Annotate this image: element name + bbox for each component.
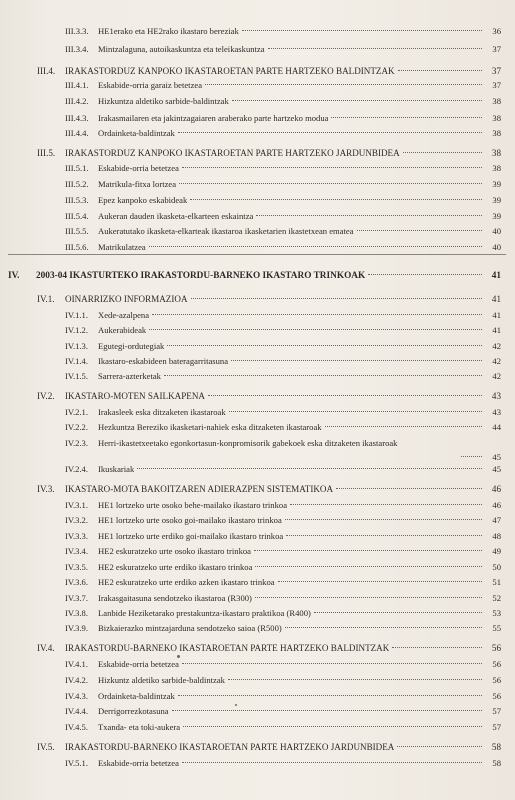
toc-entry-page-number: 40 bbox=[492, 226, 501, 236]
dot-leader bbox=[149, 329, 482, 330]
dot-leader bbox=[254, 550, 482, 551]
dot-leader bbox=[242, 30, 482, 31]
toc-entry-page-number: 57 bbox=[492, 722, 501, 732]
toc-entry-page-number: 37 bbox=[492, 80, 501, 90]
toc-entry-title: HE2 eskuratzeko urte osoko ikastaro trinkoa bbox=[98, 546, 251, 556]
toc-entry-page-number: 37 bbox=[491, 66, 501, 76]
dot-leader bbox=[392, 647, 482, 648]
toc-entry-number: IV.3.7. bbox=[65, 593, 88, 603]
toc-entry-title: HE1erako eta HE2rako ikastaro bereziak bbox=[98, 26, 239, 36]
toc-entry-level-2 bbox=[37, 389, 501, 403]
toc-entry-page-number: 56 bbox=[492, 675, 501, 685]
toc-entry-level-3 bbox=[65, 161, 501, 175]
toc-entry-page-number: 51 bbox=[492, 577, 501, 587]
dot-leader bbox=[229, 411, 482, 412]
toc-entry-number: IV.4.4. bbox=[65, 706, 88, 716]
toc-entry-title: OINARRIZKO INFORMAZIOA bbox=[65, 294, 188, 304]
dot-leader bbox=[255, 597, 482, 598]
toc-entry-level-3 bbox=[65, 308, 501, 322]
toc-entry-number: III.5. bbox=[37, 148, 56, 158]
dot-leader bbox=[314, 612, 482, 613]
toc-entry-page-number: 43 bbox=[492, 407, 501, 417]
toc-entry-number: IV.3.4. bbox=[65, 546, 88, 556]
dot-leader bbox=[179, 183, 482, 184]
dot-leader bbox=[183, 726, 482, 727]
toc-entry-title: Eskabide-orria garaiz betetzea bbox=[98, 80, 203, 90]
toc-entry-number: IV.1.2. bbox=[65, 325, 88, 335]
toc-entry-number: III.4.4. bbox=[65, 128, 89, 138]
toc-entry-level-3 bbox=[65, 621, 501, 635]
toc-entry-number: IV.3.2. bbox=[65, 515, 88, 525]
toc-entry-page-number: 44 bbox=[492, 422, 501, 432]
dot-leader bbox=[205, 84, 482, 85]
dot-leader bbox=[461, 456, 482, 457]
toc-entry-level-3 bbox=[65, 126, 501, 140]
toc-entry-title: Txanda- eta toki-aukera bbox=[98, 722, 181, 732]
dot-leader bbox=[398, 70, 482, 71]
toc-entry-level-2 bbox=[37, 482, 501, 496]
toc-entry-title: Hizkuntz aldetiko sarbide-baldintzak bbox=[98, 675, 225, 685]
dot-leader bbox=[182, 762, 482, 763]
toc-entry-level-3 bbox=[65, 78, 501, 92]
toc-entry-page-number: 45 bbox=[492, 452, 501, 462]
toc-entry-number: III.4. bbox=[37, 66, 56, 76]
dot-leader bbox=[255, 566, 482, 567]
dot-leader bbox=[191, 298, 482, 299]
toc-entry-title: Aukeran dauden ikasketa-elkarteen eskaintza bbox=[98, 211, 254, 221]
ink-speck bbox=[177, 655, 180, 658]
toc-entry-number: IV.4. bbox=[37, 643, 55, 653]
toc-entry-title: 2003-04 IKASTURTEKO IRAKASTORDU-BARNEKO IKASTARO TRINKOAK bbox=[36, 271, 366, 281]
toc-entry-level-3 bbox=[65, 177, 501, 191]
toc-entry-level-3 bbox=[65, 24, 501, 38]
toc-entry-level-3 bbox=[65, 339, 501, 353]
toc-entry-page-number: 55 bbox=[492, 623, 501, 633]
toc-entry-level-3 bbox=[65, 354, 501, 368]
toc-entry-level-2 bbox=[37, 292, 501, 306]
dot-leader bbox=[403, 152, 482, 153]
toc-entry-title: Aukerabideak bbox=[98, 325, 147, 335]
dot-leader bbox=[182, 663, 482, 664]
dot-leader bbox=[268, 48, 482, 49]
toc-entry-level-1 bbox=[8, 269, 501, 283]
dot-leader bbox=[164, 375, 482, 376]
dot-leader bbox=[172, 710, 482, 711]
toc-entry-page-number: 48 bbox=[492, 531, 501, 541]
toc-entry-page-number: 38 bbox=[492, 128, 501, 138]
dot-leader bbox=[167, 345, 482, 346]
toc-entry-number: IV.3.9. bbox=[65, 623, 88, 633]
toc-entry-title: Ikuskariak bbox=[98, 464, 135, 474]
toc-entry-page-number: 49 bbox=[492, 546, 501, 556]
toc-entry-title: Matrikulatzea bbox=[98, 242, 146, 252]
toc-entry-level-3 bbox=[65, 560, 501, 574]
toc-entry-number: IV.5.1. bbox=[65, 758, 88, 768]
toc-entry-number: IV.5. bbox=[37, 742, 55, 752]
toc-entry-level-3 bbox=[65, 405, 501, 419]
toc-entry-page-number: 47 bbox=[492, 515, 501, 525]
toc-entry-page-number: 39 bbox=[492, 211, 501, 221]
toc-entry-title: Sarrera-azterketak bbox=[98, 371, 161, 381]
toc-entry-page-number: 45 bbox=[492, 464, 501, 474]
toc-entry-level-3 bbox=[65, 689, 501, 703]
toc-entry-number: III.5.5. bbox=[65, 226, 89, 236]
dot-leader bbox=[231, 360, 482, 361]
toc-entry-level-3 bbox=[65, 704, 501, 718]
toc-entry-number: IV.2.4. bbox=[65, 464, 88, 474]
toc-entry-title: Ordainketa-baldintzak bbox=[98, 691, 175, 701]
toc-entry-level-3 bbox=[65, 111, 501, 125]
toc-entry-page-number: 38 bbox=[492, 96, 501, 106]
toc-entry-title: Eskabide-orria betetzea bbox=[98, 163, 179, 173]
toc-entry-page-number: 38 bbox=[492, 113, 501, 123]
toc-entry-page-number: 42 bbox=[492, 356, 501, 366]
toc-entry-number: III.4.2. bbox=[65, 96, 89, 106]
toc-entry-number: III.5.2. bbox=[65, 179, 89, 189]
dot-leader bbox=[256, 215, 482, 216]
toc-entry-number: IV.3.5. bbox=[65, 562, 88, 572]
toc-entry-title: Epez kanpoko eskabideak bbox=[98, 195, 188, 205]
toc-entry-number: III.5.6. bbox=[65, 242, 89, 252]
toc-entry-number: IV. bbox=[8, 271, 20, 281]
toc-entry-number: IV.3.6. bbox=[65, 577, 88, 587]
toc-entry-page-number: 39 bbox=[492, 179, 501, 189]
dot-leader bbox=[190, 199, 482, 200]
toc-entry-number: III.5.4. bbox=[65, 211, 89, 221]
toc-entry-title: Eskabide-orria betetzea bbox=[98, 659, 179, 669]
toc-entry-page-number: 41 bbox=[492, 325, 501, 335]
toc-entry-number: IV.3.8. bbox=[65, 608, 88, 618]
toc-entry-title: Herri-ikastetxeetako egonkortasun-konpromisorik gabekoek eska ditzaketen ikastaroak bbox=[98, 438, 398, 448]
toc-entry-title: Bizkaierazko mintzajarduna sendotzeko saioa (R500) bbox=[98, 623, 282, 633]
toc-entry-level-3 bbox=[65, 591, 501, 605]
toc-entry-number: III.5.1. bbox=[65, 163, 89, 173]
toc-entry-page-number: 57 bbox=[492, 706, 501, 716]
toc-entry-page-number: 42 bbox=[492, 341, 501, 351]
toc-entry-number: IV.1.1. bbox=[65, 310, 88, 320]
toc-entry-level-3 bbox=[65, 436, 501, 464]
dot-leader bbox=[286, 535, 482, 536]
toc-entry-level-3 bbox=[65, 323, 501, 337]
toc-entry-number: IV.2. bbox=[37, 391, 55, 401]
toc-entry-number: IV.2.3. bbox=[65, 438, 88, 448]
toc-entry-title: IRAKASTORDU-BARNEKO IKASTAROETAN PARTE HARTZEKO JARDUNBIDEA bbox=[65, 742, 395, 752]
toc-entry-title: HE1 lortzeko urte osoko goi-mailako ikastaro trinkoa bbox=[98, 515, 282, 525]
toc-entry-title: Ordainketa-baldintzak bbox=[98, 128, 175, 138]
toc-entry-level-3 bbox=[65, 94, 501, 108]
toc-entry-level-2 bbox=[37, 740, 501, 754]
toc-entry-title: Xede-azalpena bbox=[98, 310, 150, 320]
toc-entry-title: Aukeratutako ikasketa-elkarteak ikastaroa ikasketarien ikastetxean ematea bbox=[98, 226, 354, 236]
toc-entry-level-2 bbox=[37, 641, 501, 655]
toc-entry-level-3 bbox=[65, 657, 501, 671]
toc-entry-page-number: 58 bbox=[491, 742, 501, 752]
toc-entry-page-number: 41 bbox=[492, 310, 501, 320]
toc-entry-title: Irakasgaitasuna sendotzeko ikastaroa (R300) bbox=[98, 593, 252, 603]
dot-leader bbox=[232, 100, 482, 101]
toc-entry-number: IV.4.1. bbox=[65, 659, 88, 669]
toc-entry-level-3 bbox=[65, 720, 501, 734]
toc-entry-level-2 bbox=[37, 64, 501, 78]
toc-entry-title: IRAKASTORDUZ KANPOKO IKASTAROETAN PARTE HARTZEKO BALDINTZAK bbox=[65, 66, 395, 76]
dot-leader bbox=[290, 504, 482, 505]
dot-leader bbox=[208, 395, 482, 396]
dot-leader bbox=[178, 132, 482, 133]
toc-entry-level-3 bbox=[65, 42, 501, 56]
toc-entry-level-3 bbox=[65, 513, 501, 527]
toc-entry-number: IV.3.1. bbox=[65, 500, 88, 510]
toc-entry-page-number: 39 bbox=[492, 195, 501, 205]
toc-entry-page-number: 58 bbox=[492, 758, 501, 768]
toc-entry-title: Eskabide-orria betetzea bbox=[98, 758, 179, 768]
toc-entry-title: IRAKASTORDU-BARNEKO IKASTAROETAN PARTE HARTZEKO BALDINTZAK bbox=[65, 643, 390, 653]
toc-entry-page-number: 56 bbox=[492, 659, 501, 669]
toc-entry-level-3 bbox=[65, 420, 501, 434]
toc-entry-page-number: 40 bbox=[492, 242, 501, 252]
toc-entry-number: IV.4.3. bbox=[65, 691, 88, 701]
toc-entry-page-number: 36 bbox=[492, 26, 501, 36]
toc-entry-number: IV.3.3. bbox=[65, 531, 88, 541]
ink-speck bbox=[235, 704, 237, 706]
toc-entry-page-number: 53 bbox=[492, 608, 501, 618]
toc-entry-level-3 bbox=[65, 544, 501, 558]
dot-leader bbox=[325, 426, 482, 427]
dot-leader bbox=[397, 746, 482, 747]
dot-leader bbox=[331, 117, 482, 118]
toc-entry-level-3 bbox=[65, 224, 501, 238]
toc-entry-title: IKASTARO-MOTA BAKOITZAREN ADIERAZPEN SISTEMATIKOA bbox=[65, 484, 334, 494]
toc-entry-page-number: 37 bbox=[492, 44, 501, 54]
toc-entry-page-number: 38 bbox=[491, 148, 501, 158]
toc-entry-level-3 bbox=[65, 529, 501, 543]
toc-entry-title: HE2 eskuratzeko urte erdiko ikastaro trinkoa bbox=[98, 562, 253, 572]
dot-leader bbox=[178, 695, 482, 696]
toc-entry-title: Mintzalaguna, autoikaskuntza eta teleikaskuntza bbox=[98, 44, 265, 54]
toc-entry-page-number: 52 bbox=[492, 593, 501, 603]
dot-leader bbox=[285, 627, 482, 628]
toc-entry-title: Irakasmailaren eta jakintzagaiaren araberako parte hartzeko modua bbox=[98, 113, 329, 123]
dot-leader bbox=[182, 167, 482, 168]
toc-entry-title: Ikastaro-eskabideen bateragarritasuna bbox=[98, 356, 229, 366]
toc-entry-page-number: 43 bbox=[491, 391, 501, 401]
toc-entry-level-3 bbox=[65, 193, 501, 207]
toc-entry-title: IKASTARO-MOTEN SAILKAPENA bbox=[65, 391, 205, 401]
toc-entry-number: III.4.3. bbox=[65, 113, 89, 123]
toc-entry-title: Hizkuntza aldetiko sarbide-baldintzak bbox=[98, 96, 229, 106]
dot-leader bbox=[368, 274, 482, 275]
toc-entry-number: III.3.4. bbox=[65, 44, 89, 54]
toc-entry-number: IV.2.2. bbox=[65, 422, 88, 432]
dot-leader bbox=[336, 488, 482, 489]
toc-entry-number: IV.4.2. bbox=[65, 675, 88, 685]
toc-entry-title: Hezkuntza Bereziko ikasketari-nahiek eska ditzaketen ikastaroak bbox=[98, 422, 322, 432]
toc-entry-page-number: 41 bbox=[491, 294, 501, 304]
toc-entry-page-number: 46 bbox=[492, 500, 501, 510]
toc-entry-level-3 bbox=[65, 462, 501, 476]
toc-entry-number: III.3.3. bbox=[65, 26, 89, 36]
dot-leader bbox=[278, 581, 482, 582]
toc-entry-number: III.5.3. bbox=[65, 195, 89, 205]
toc-entry-level-3 bbox=[65, 240, 501, 254]
toc-entry-title: HE2 eskuratzeko urte erdiko azken ikastaro trinkoa bbox=[98, 577, 275, 587]
toc-entry-level-3 bbox=[65, 756, 501, 770]
toc-entry-title: Lanbide Heziketarako prestakuntza-ikastaro praktikoa (R400) bbox=[98, 608, 311, 618]
toc-entry-page-number: 42 bbox=[492, 371, 501, 381]
toc-entry-number: IV.1. bbox=[37, 294, 55, 304]
section-divider bbox=[8, 254, 506, 255]
toc-entry-number: IV.2.1. bbox=[65, 407, 88, 417]
toc-entry-page-number: 46 bbox=[491, 484, 501, 494]
toc-entry-level-3 bbox=[65, 606, 501, 620]
toc-entry-title: IRAKASTORDUZ KANPOKO IKASTAROETAN PARTE HARTZEKO JARDUNBIDEA bbox=[65, 148, 400, 158]
toc-entry-number: III.4.1. bbox=[65, 80, 89, 90]
toc-entry-page-number: 41 bbox=[491, 271, 501, 281]
toc-entry-level-3 bbox=[65, 369, 501, 383]
toc-entry-number: IV.1.3. bbox=[65, 341, 88, 351]
toc-entry-page-number: 56 bbox=[492, 691, 501, 701]
toc-entry-title: HE1 lortzeko urte osoko behe-mailako ikastaro trinkoa bbox=[98, 500, 288, 510]
toc-entry-level-3 bbox=[65, 673, 501, 687]
dot-leader bbox=[137, 468, 482, 469]
toc-entry-title: Irakasleek eska ditzaketen ikastaroak bbox=[98, 407, 226, 417]
toc-entry-number: IV.1.4. bbox=[65, 356, 88, 366]
dot-leader bbox=[357, 230, 482, 231]
dot-leader bbox=[285, 519, 482, 520]
dot-leader bbox=[149, 246, 482, 247]
dot-leader bbox=[152, 314, 482, 315]
toc-entry-title: Egutegi-ordutegiak bbox=[98, 341, 165, 351]
toc-entry-page-number: 38 bbox=[492, 163, 501, 173]
toc-entry-number: IV.4.5. bbox=[65, 722, 88, 732]
toc-entry-page-number: 56 bbox=[491, 643, 501, 653]
dot-leader bbox=[228, 679, 482, 680]
toc-entry-page-number: 50 bbox=[492, 562, 501, 572]
toc-entry-level-2 bbox=[37, 146, 501, 160]
toc-entry-title: Matrikula-fitxa lortzea bbox=[98, 179, 177, 189]
toc-entry-title: HE1 lortzeko urte erdiko goi-mailako ikastaro trinkoa bbox=[98, 531, 284, 541]
toc-entry-number: IV.3. bbox=[37, 484, 55, 494]
toc-entry-level-3 bbox=[65, 498, 501, 512]
toc-entry-title: Derrigorrezkotasuna bbox=[98, 706, 169, 716]
toc-entry-number: IV.1.5. bbox=[65, 371, 88, 381]
toc-entry-level-3 bbox=[65, 209, 501, 223]
toc-entry-level-3 bbox=[65, 575, 501, 589]
